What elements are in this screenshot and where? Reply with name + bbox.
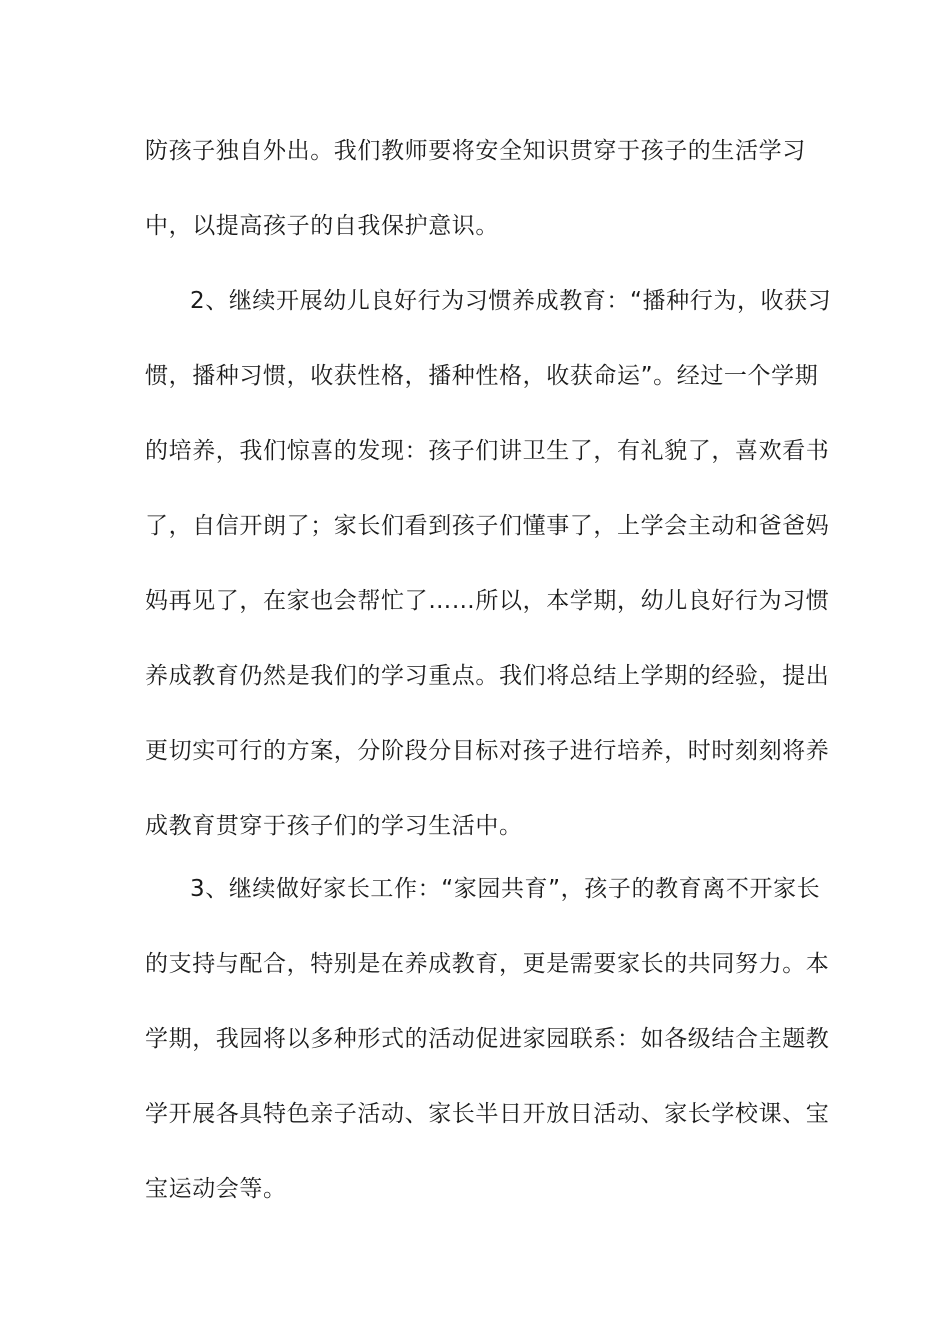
paragraph-2-start: 2、继续开展幼儿良好行为习惯养成教育：“播种行为，收获习 bbox=[190, 288, 832, 314]
text-line: 防孩子独自外出。我们教师要将安全知识贯穿于孩子的生活学习 bbox=[145, 138, 806, 164]
text-line: 宝运动会等。 bbox=[145, 1176, 287, 1202]
text-line: 惯，播种习惯，收获性格，播种性格，收获命运”。经过一个学期 bbox=[145, 363, 819, 389]
text-line: 妈再见了，在家也会帮忙了……所以，本学期，幼儿良好行为习惯 bbox=[145, 588, 830, 614]
text-line: 学期，我园将以多种形式的活动促进家园联系：如各级结合主题教 bbox=[145, 1026, 830, 1052]
text-line: 了，自信开朗了；家长们看到孩子们懂事了，上学会主动和爸爸妈 bbox=[145, 513, 830, 539]
text-line: 学开展各具特色亲子活动、家长半日开放日活动、家长学校课、宝 bbox=[145, 1101, 830, 1127]
text-line: 中，以提高孩子的自我保护意识。 bbox=[145, 213, 499, 239]
text-line: 成教育贯穿于孩子们的学习生活中。 bbox=[145, 813, 523, 839]
text-line: 的培养，我们惊喜的发现：孩子们讲卫生了，有礼貌了，喜欢看书 bbox=[145, 438, 830, 464]
text-line: 更切实可行的方案，分阶段分目标对孩子进行培养，时时刻刻将养 bbox=[145, 738, 830, 764]
text-line: 养成教育仍然是我们的学习重点。我们将总结上学期的经验，提出 bbox=[145, 663, 830, 689]
text-line: 的支持与配合，特别是在养成教育，更是需要家长的共同努力。本 bbox=[145, 951, 830, 977]
paragraph-3-start: 3、继续做好家长工作：“家园共育”，孩子的教育离不开家长 bbox=[190, 876, 821, 902]
